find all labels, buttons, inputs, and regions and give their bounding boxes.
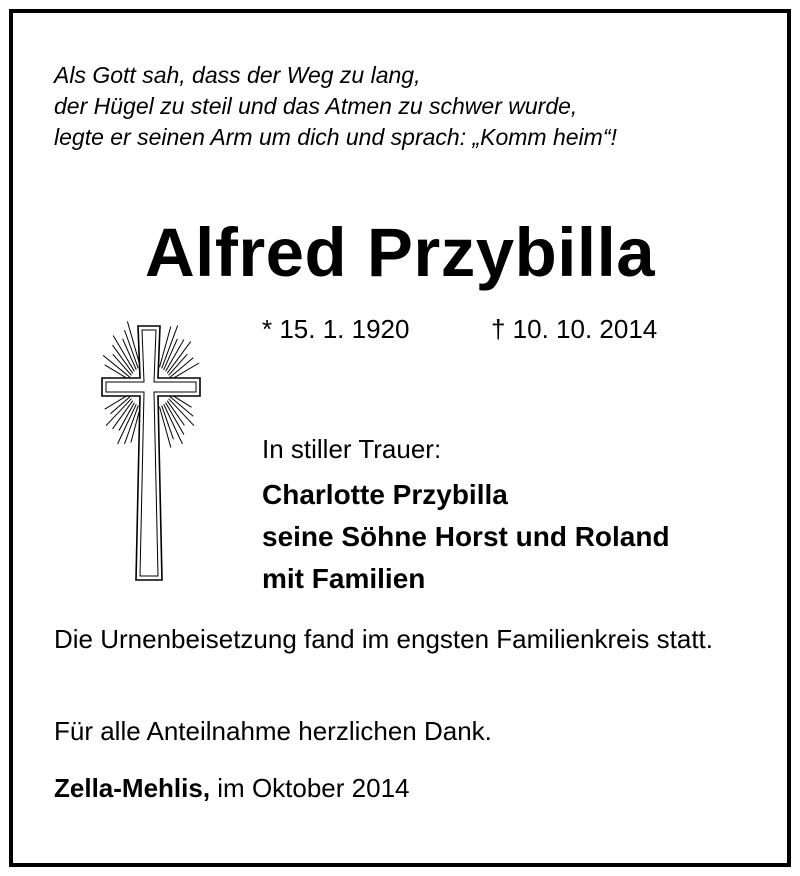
poem-line: Als Gott sah, dass der Weg zu lang, [54, 62, 421, 88]
deceased-name: Alfred Przybilla [144, 214, 656, 291]
poem-line: legte er seinen Arm um dich und sprach: „Komm heim“! [54, 124, 617, 150]
birth-date: * 15. 1. 1920 [262, 314, 410, 344]
place-date-line [54, 771, 410, 805]
mourning-intro: In stiller Trauer: [262, 434, 442, 464]
mourner-line: Charlotte Przybilla [262, 479, 508, 510]
notice-date: im Oktober 2014 [217, 773, 410, 803]
urn-burial-text: Die Urnenbeisetzung fand im engsten Familienkreis statt. [54, 624, 713, 654]
poem [54, 60, 617, 153]
place-name: Zella-Mehlis, [54, 773, 211, 803]
mourner-line: mit Familien [262, 563, 426, 594]
mourner-line: seine Söhne Horst und Roland [262, 521, 670, 552]
death-date: † 10. 10. 2014 [491, 314, 658, 344]
mourners-list [262, 474, 670, 600]
thanks-text: Für alle Anteilnahme herzlichen Dank. [54, 716, 492, 746]
poem-line: der Hügel zu steil und das Atmen zu schwer wurde, [54, 93, 578, 119]
cross-icon [92, 318, 212, 588]
